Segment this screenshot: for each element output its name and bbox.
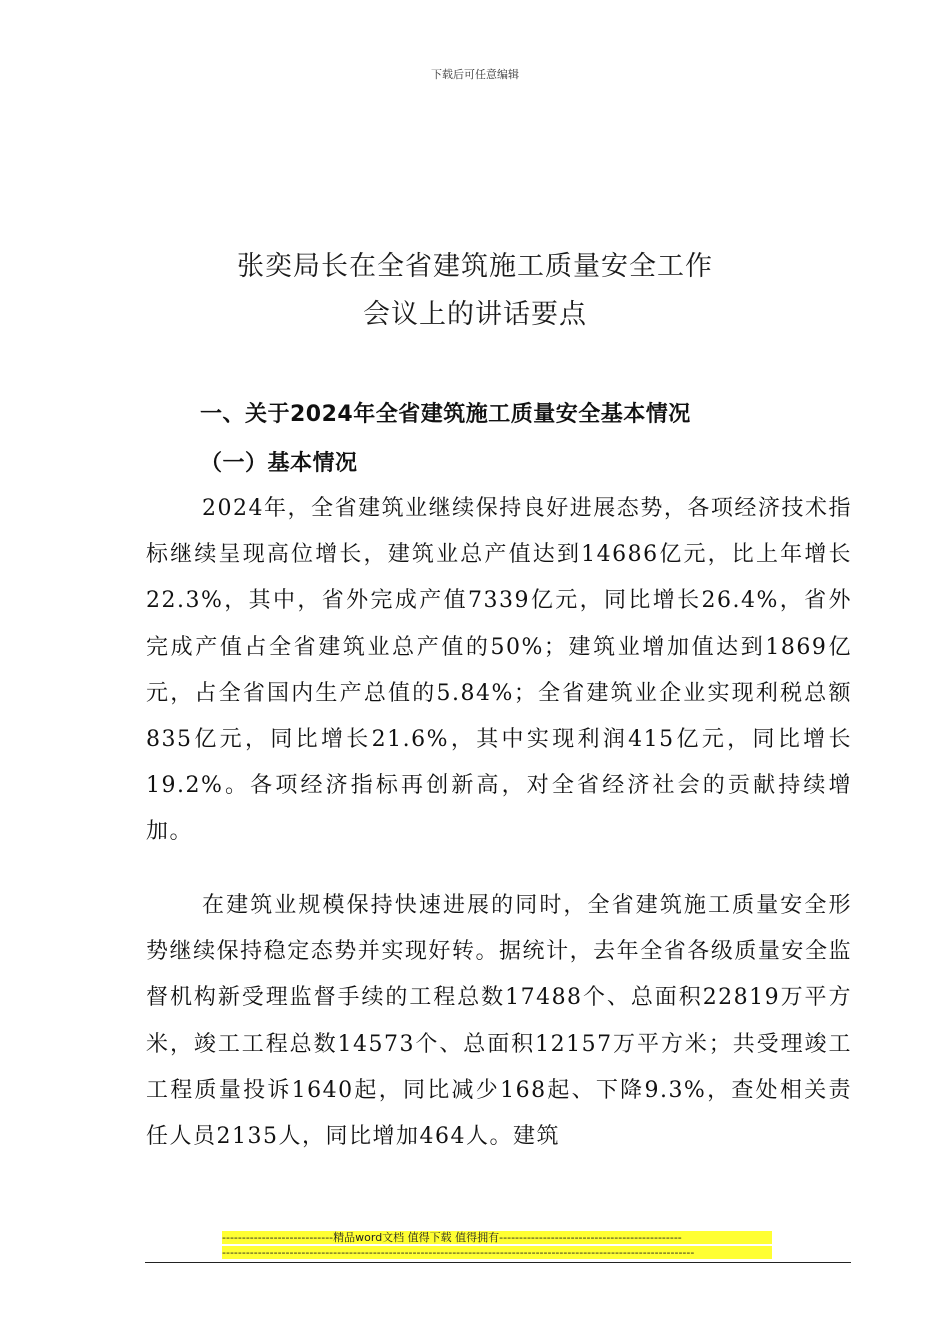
footer-divider xyxy=(145,1262,851,1263)
footer-banner-line-2: ----------------------------------------------------------------------------------------------------------------------- xyxy=(222,1246,772,1259)
document-title-line-2: 会议上的讲话要点 xyxy=(363,299,587,330)
document-title-line-1: 张奕局长在全省建筑施工质量安全工作 xyxy=(237,251,713,282)
page-header-note: 下载后可任意编辑 xyxy=(431,68,519,81)
section-heading: 一、关于2024年全省建筑施工质量安全基本情况 xyxy=(200,402,691,427)
footer-banner-line-1: ----------------------------精品word文档 值得下载 值得拥有---------------------------------------------- xyxy=(222,1231,772,1244)
body-paragraph-1: 2024年，全省建筑业继续保持良好进展态势，各项经济技术指标继续呈现高位增长，建筑业总产值达到14686亿元，比上年增长22.3%，其中，省外完成产值7339亿元，同比增长26.4%，省外完成产值占全省建筑业总产值的50%；建筑业增加值达到1869亿元，占全省国内生产总值的5.84%；全省建筑业企业实现利税总额835亿元，同比增长21.6%，其中实现利润415亿元，同比增长19.2%。各项经济指标再创新高，对全省经济社会的贡献持续增加。 xyxy=(146,496,852,845)
subsection-heading: （一）基本情况 xyxy=(200,451,358,476)
body-paragraph-2: 在建筑业规模保持快速进展的同时，全省建筑施工质量安全形势继续保持稳定态势并实现好转。据统计，去年全省各级质量安全监督机构新受理监督手续的工程总数17488个、总面积22819万平方米，竣工工程总数14573个、总面积12157万平方米；共受理竣工工程质量投诉1640起，同比减少168起、下降9.3%，查处相关责任人员2135人，同比增加464人。建筑 xyxy=(146,893,852,1150)
